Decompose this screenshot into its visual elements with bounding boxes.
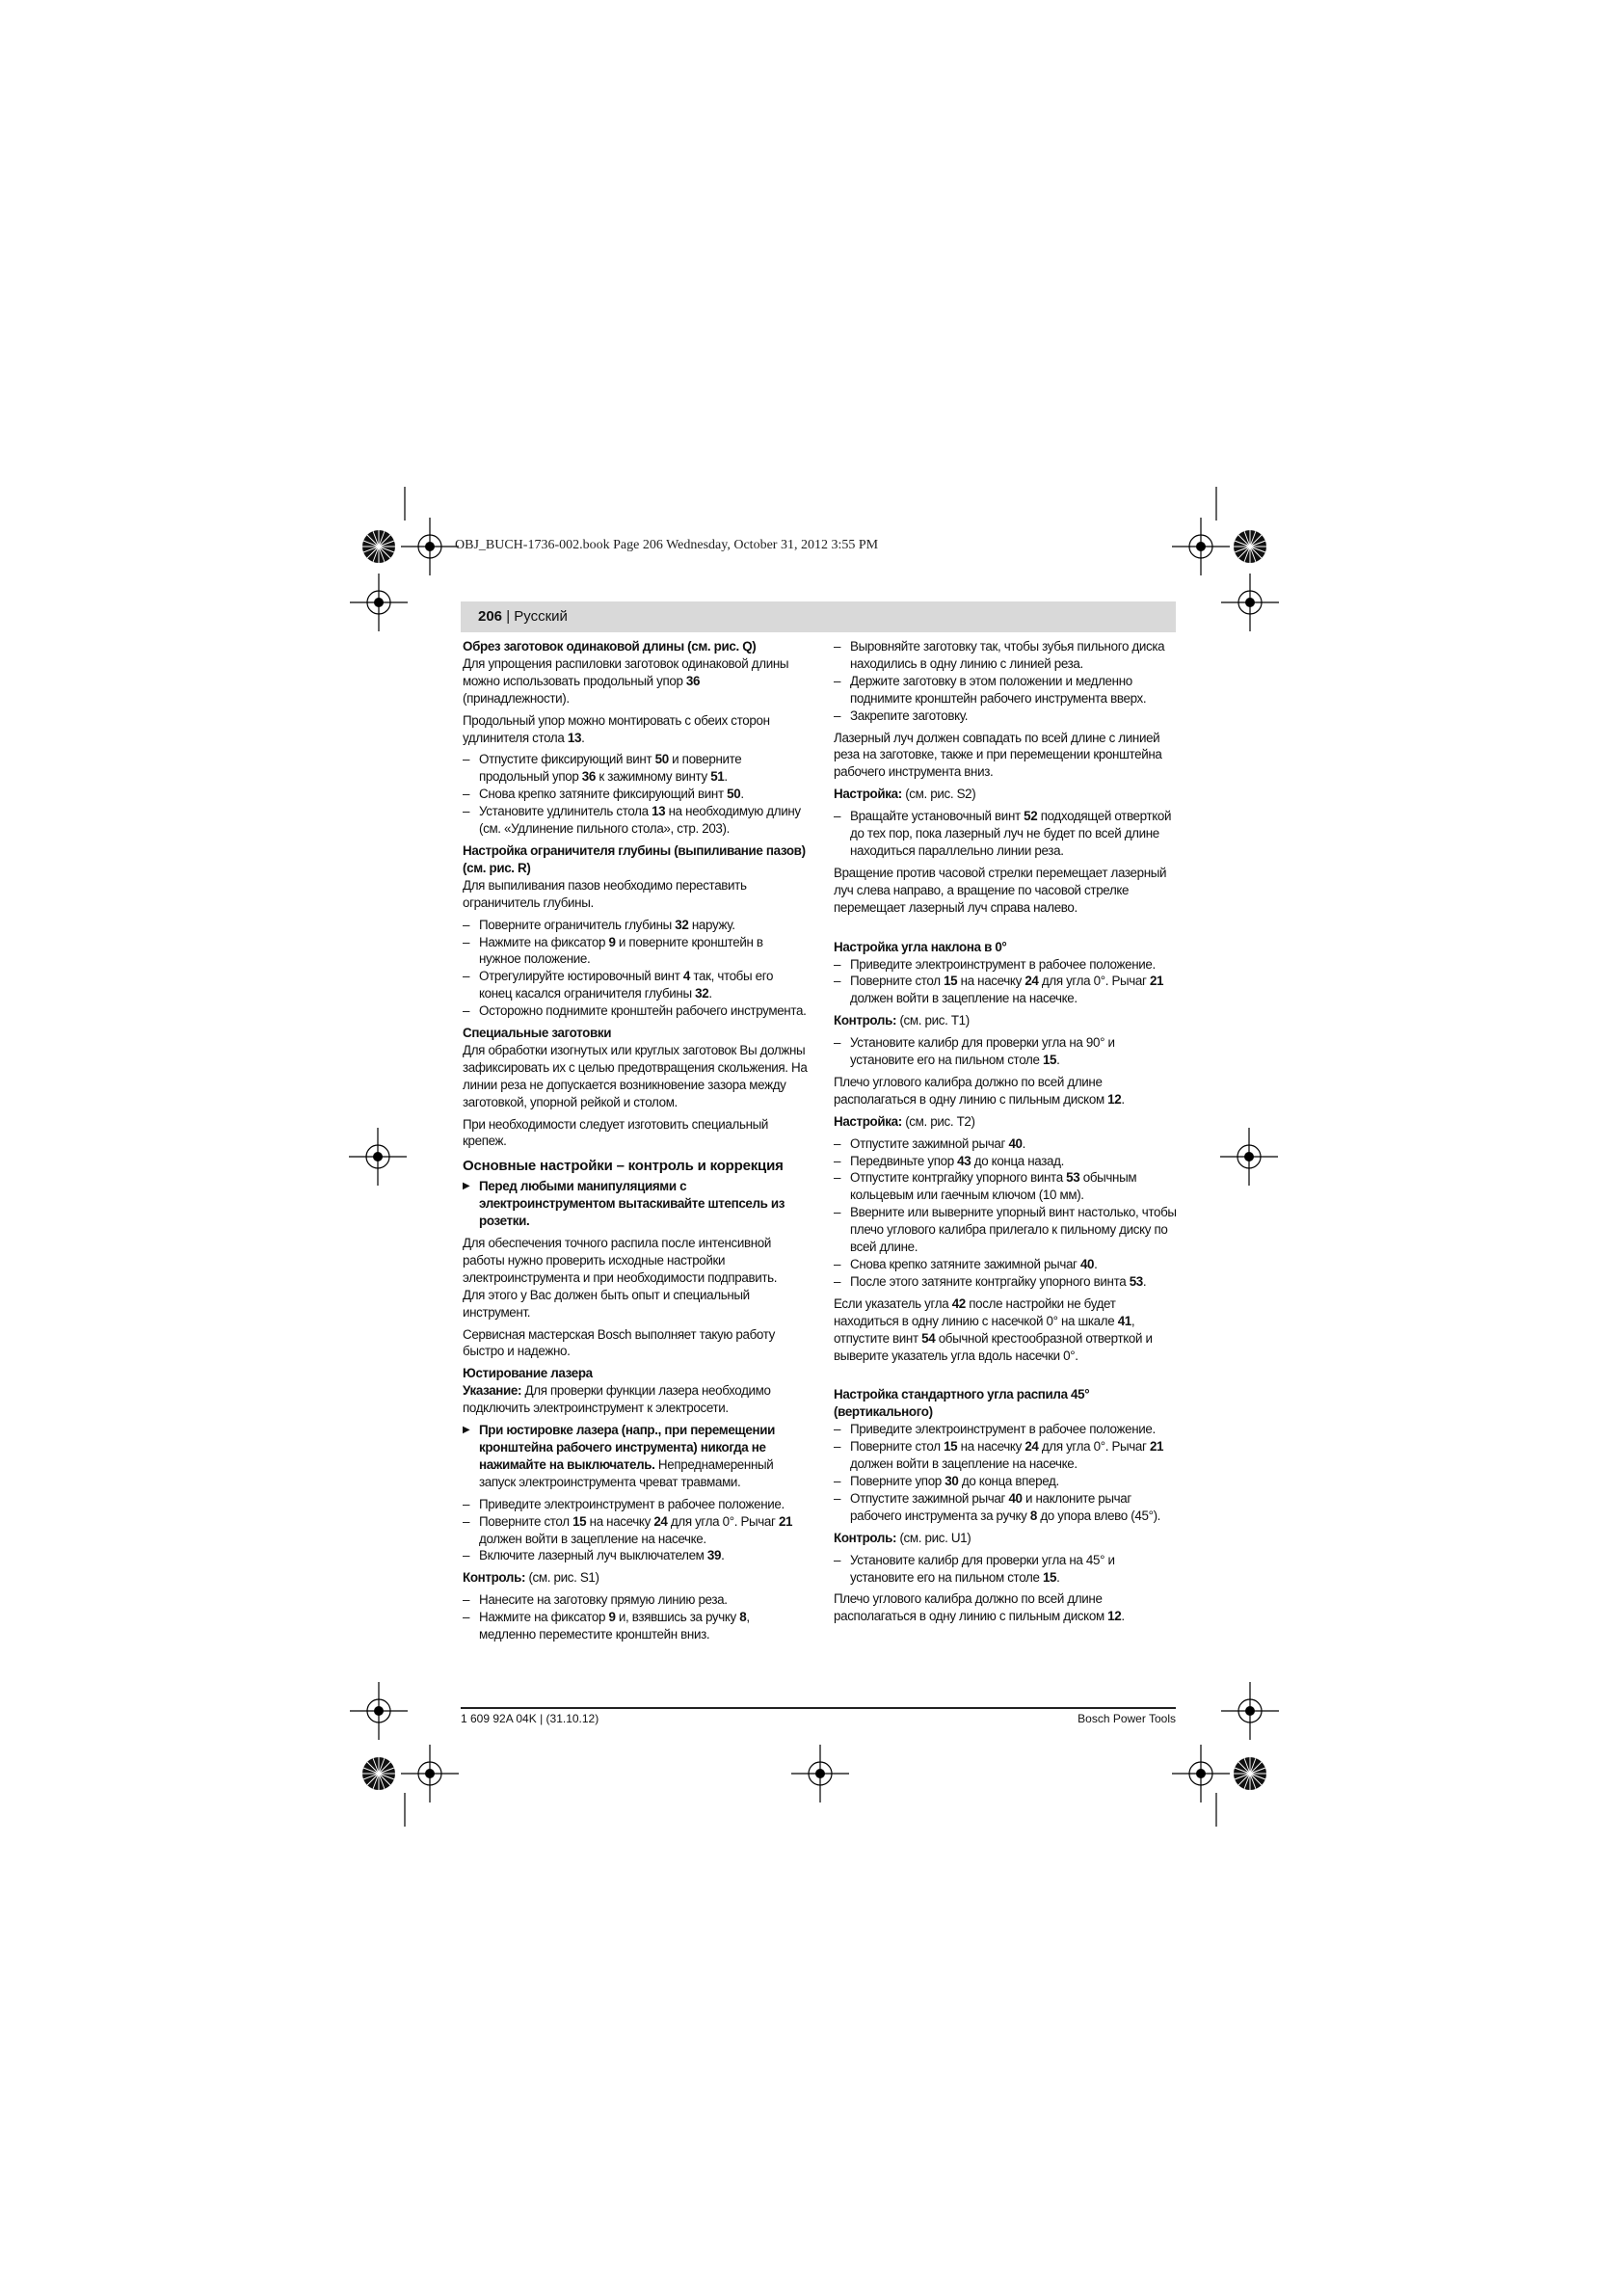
step-list: [834, 1034, 1179, 1069]
paragraph: Настройка: (см. рис. S2): [834, 787, 976, 802]
chapter-heading: Основные настройки – контроль и коррекция: [463, 1158, 784, 1175]
paragraph: Для упрощения распиловки заготовок одинаковой длины можно использовать продольный упор 36 (принадлежности).: [463, 655, 789, 706]
list-item: – Держите заготовку в этом положении и медленно поднимите кронштейн рабочего инструмента вверх.: [834, 673, 1179, 707]
section-heading: Обрез заготовок одинаковой длины (см. рис. Q): [463, 639, 757, 654]
step-list: [463, 1496, 808, 1565]
list-item: – Поверните упор 30 до конца вперед.: [834, 1473, 1179, 1490]
step-list: [834, 956, 1179, 1008]
step-list: [834, 1421, 1179, 1524]
footer-brand: Bosch Power Tools: [1078, 1712, 1176, 1725]
paragraph: Если указатель угла 42 после настройки не будет находиться в одну линию с насечкой 0° на шкале 41, отпустите винт 54 обычной крестообразной отверткой и выверите указатель угла вдоль насечки 0°.: [834, 1295, 1153, 1363]
list-item: – Снова крепко затяните зажимной рычаг 40.: [834, 1256, 1179, 1273]
footer-doc-number: 1 609 92A 04K | (31.10.12): [461, 1712, 599, 1725]
paragraph: Лазерный луч должен совпадать по всей длине с линией реза на заготовке, также и при перемещении кронштейна рабочего инструмента вниз.: [834, 730, 1162, 780]
list-item: – Приведите электроинструмент в рабочее положение.: [834, 1421, 1179, 1438]
step-list: [834, 808, 1179, 860]
section-heading: Настройка стандартного угла распила 45° (вертикального): [834, 1387, 1090, 1420]
page-header: [478, 607, 568, 627]
list-item: – Поверните стол 15 на насечку 24 для угла 0°. Рычаг 21 должен войти в зацепление на насечке.: [463, 1513, 808, 1548]
section-heading: Специальные заготовки: [463, 1026, 612, 1041]
list-item: – Снова крепко затяните фиксирующий винт 50.: [463, 786, 808, 803]
right-column: [834, 638, 1179, 1630]
list-item: – Нажмите на фиксатор 9 и поверните кронштейн в нужное положение.: [463, 934, 808, 969]
section-heading: Настройка угла наклона в 0°: [834, 939, 1007, 954]
header-separator: |: [502, 608, 515, 625]
list-item: – Отпустите зажимной рычаг 40 и наклоните рычаг рабочего инструмента за ручку 8 до упора влево (45°).: [834, 1490, 1179, 1525]
step-list: [834, 638, 1179, 725]
list-item: – Отпустите фиксирующий винт 50 и поверните продольный упор 36 к зажимному винту 51.: [463, 751, 808, 786]
warning-note: ▶ Перед любыми манипуляциями с электроинструментом вытаскивайте штепсель из розетки.: [463, 1178, 808, 1230]
list-item: – Приведите электроинструмент в рабочее положение.: [834, 956, 1179, 974]
step-list: [463, 1591, 808, 1643]
section-heading: Юстирование лазера: [463, 1366, 593, 1381]
list-item: – Передвиньте упор 43 до конца назад.: [834, 1153, 1179, 1170]
list-item: – После этого затяните контргайку упорного винта 53.: [834, 1273, 1179, 1291]
list-item: – Приведите электроинструмент в рабочее положение.: [463, 1496, 808, 1513]
print-slug: OBJ_BUCH-1736-002.book Page 206 Wednesday, October 31, 2012 3:55 PM: [455, 538, 879, 552]
list-item: – Установите удлинитель стола 13 на необходимую длину (см. «Удлинение пильного стола», стр. 203).: [463, 803, 808, 838]
spacer: [834, 1369, 1179, 1386]
page-number: 206: [478, 608, 503, 625]
paragraph: Контроль: (см. рис. U1): [834, 1530, 971, 1545]
list-item: – Нанесите на заготовку прямую линию реза.: [463, 1591, 808, 1609]
paragraph: Для выпиливания пазов необходимо переставить ограничитель глубины.: [463, 877, 747, 910]
list-item: – Закрепите заготовку.: [834, 707, 1179, 725]
left-column: [463, 638, 808, 1648]
list-item: – Отрегулируйте юстировочный винт 4 так, чтобы его конец касался ограничителя глубины 32.: [463, 968, 808, 1002]
paragraph: Продольный упор можно монтировать с обеих сторон удлинителя стола 13.: [463, 712, 770, 745]
paragraph: При необходимости следует изготовить специальный крепеж.: [463, 1116, 769, 1149]
list-item: – Установите калибр для проверки угла на 90° и установите его на пильном столе 15.: [834, 1034, 1179, 1069]
warning-note: ▶ При юстировке лазера (напр., при перемещении кронштейна рабочего инструмента) никогда не нажимайте на выключатель. Непреднамеренный запуск электроинструмента чреват травмами.: [463, 1422, 808, 1491]
page-header-bar: [461, 601, 1176, 632]
list-item: – Поверните стол 15 на насечку 24 для угла 0°. Рычаг 21 должен войти в зацепление на насечке.: [834, 973, 1179, 1007]
paragraph: Вращение против часовой стрелки перемещает лазерный луч слева направо, а вращение по часовой стрелке перемещает лазерный луч справа налево.: [834, 865, 1167, 915]
list-item: – Установите калибр для проверки угла на 45° и установите его на пильном столе 15.: [834, 1552, 1179, 1587]
footer-rule: [461, 1707, 1176, 1709]
list-item: – Нажмите на фиксатор 9 и, взявшись за ручку 8, медленно переместите кронштейн вниз.: [463, 1609, 808, 1643]
list-item: – Выровняйте заготовку так, чтобы зубья пильного диска находились в одну линию с линией реза.: [834, 638, 1179, 673]
list-item: – Включите лазерный луч выключателем 39.: [463, 1547, 808, 1564]
header-language: Русский: [514, 608, 568, 625]
list-item: – Поверните стол 15 на насечку 24 для угла 0°. Рычаг 21 должен войти в зацепление на насечке.: [834, 1438, 1179, 1473]
paragraph: Указание: Для проверки функции лазера необходимо подключить электроинструмент к электросети.: [463, 1383, 771, 1416]
step-list: [834, 1552, 1179, 1587]
list-item: – Вверните или выверните упорный винт настолько, чтобы плечо углового калибра прилегало к пильному диску по всей длине.: [834, 1204, 1179, 1256]
spacer: [834, 921, 1179, 939]
step-list: [463, 917, 808, 1020]
paragraph: Контроль: (см. рис. S1): [463, 1570, 599, 1586]
list-item: – Отпустите контргайку упорного винта 53 обычным кольцевым или гаечным ключом (10 мм).: [834, 1169, 1179, 1204]
paragraph: Плечо углового калибра должно по всей длине располагаться в одну линию с пильным диском 12.: [834, 1074, 1125, 1107]
list-item: – Отпустите зажимной рычаг 40.: [834, 1135, 1179, 1153]
paragraph: Настройка: (см. рис. T2): [834, 1113, 975, 1129]
list-item: – Поверните ограничитель глубины 32 наружу.: [463, 917, 808, 934]
list-item: – Осторожно поднимите кронштейн рабочего инструмента.: [463, 1002, 808, 1020]
list-item: – Вращайте установочный винт 52 подходящей отверткой до тех пор, пока лазерный луч не будет по всей длине находиться параллельно линии реза.: [834, 808, 1179, 860]
paragraph: Для обеспечения точного распила после интенсивной работы нужно проверить исходные настройки электроинструмента и при необходимости подправить. Для этого у Вас должен быть опыт и специальный инструмент.: [463, 1236, 778, 1320]
step-list: [463, 751, 808, 838]
section-heading: Настройка ограничителя глубины (выпиливание пазов) (см. рис. R): [463, 842, 806, 875]
paragraph: Контроль: (см. рис. T1): [834, 1013, 970, 1028]
paragraph: Сервисная мастерская Bosch выполняет такую работу быстро и надежно.: [463, 1326, 775, 1359]
paragraph: Для обработки изогнутых или круглых заготовок Вы должны зафиксировать их с целью предотвращения скольжения. На линии реза не допускается возникновение зазора между заготовкой, упорной рейкой и столом.: [463, 1042, 808, 1109]
step-list: [834, 1135, 1179, 1291]
paragraph: Плечо углового калибра должно по всей длине располагаться в одну линию с пильным диском 12.: [834, 1591, 1125, 1624]
